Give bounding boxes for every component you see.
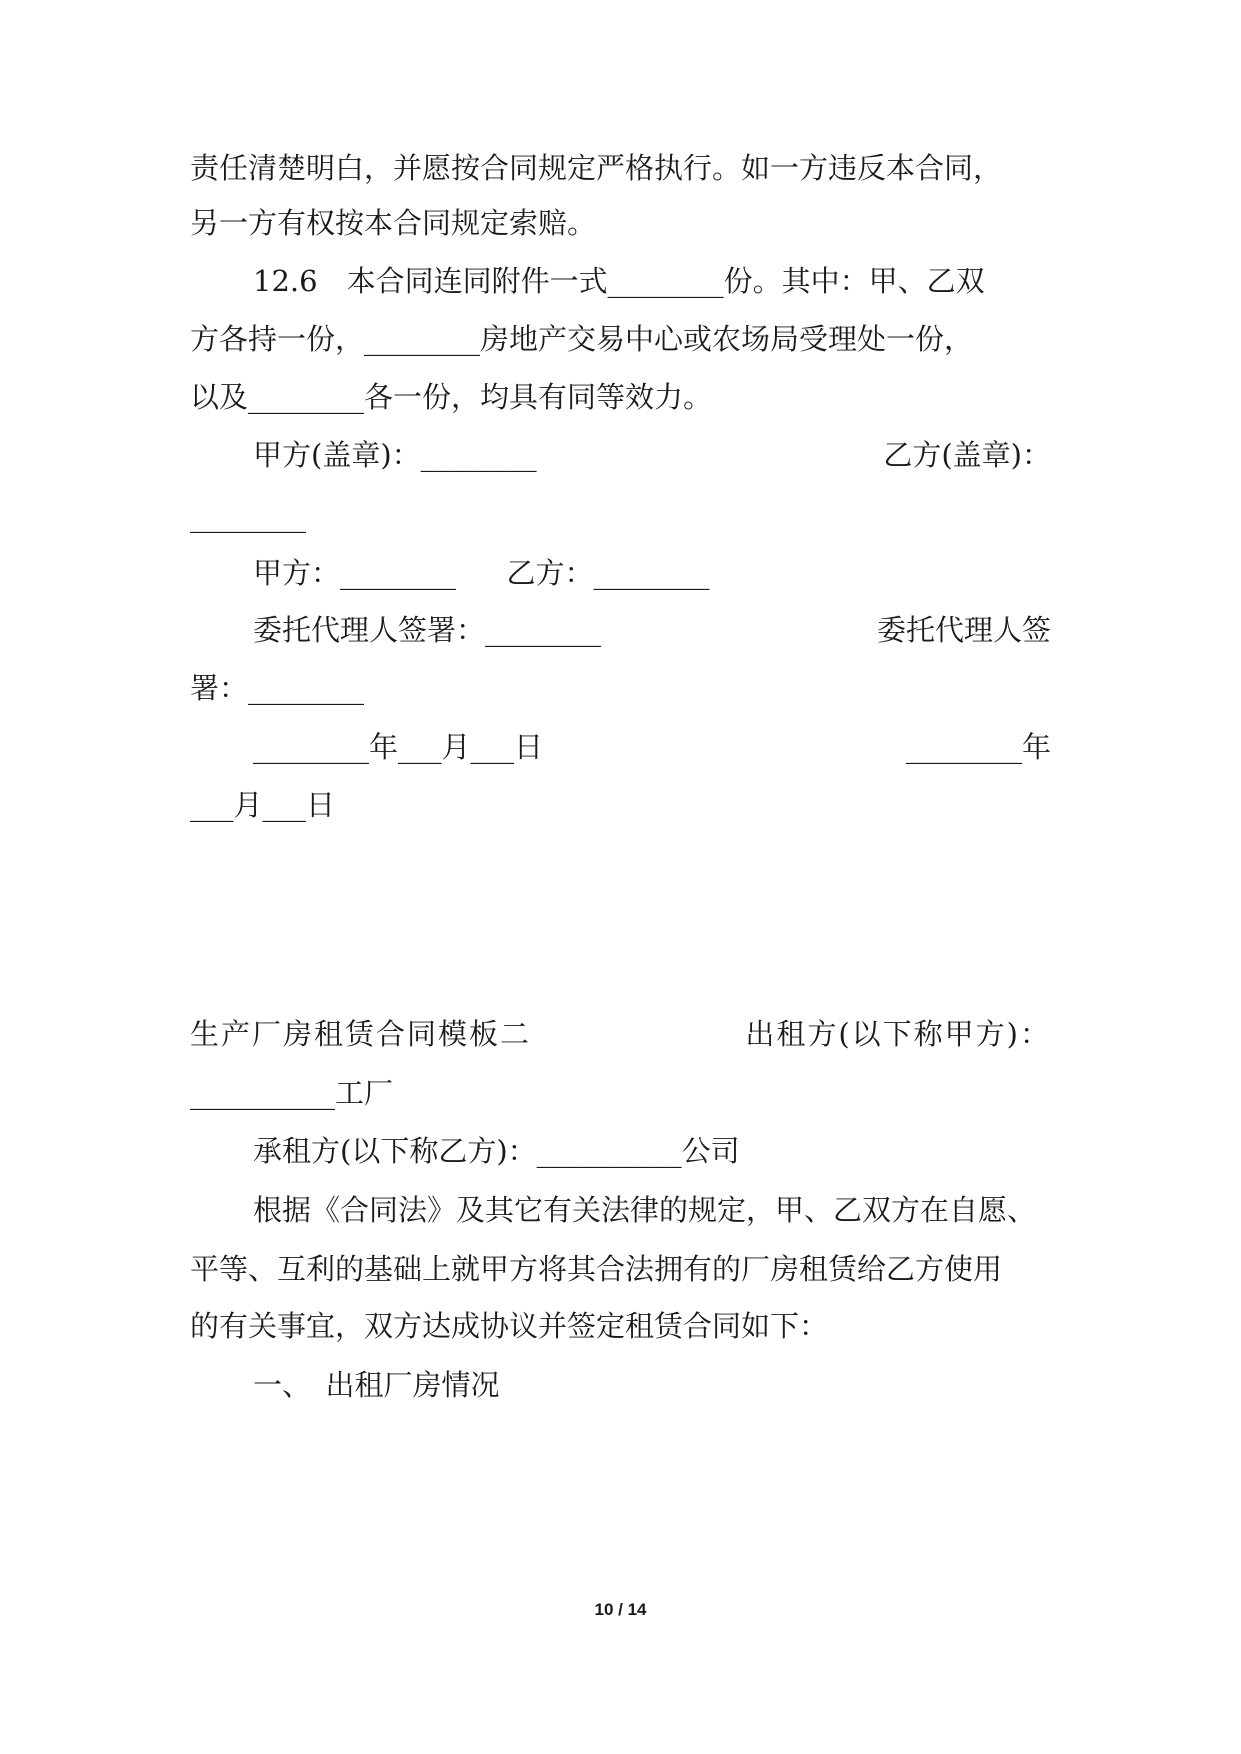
party-a-agent-signature: 委托代理人签署：________ [253, 613, 602, 647]
party-b-agent-signature-cont: 署：________ [190, 671, 365, 705]
page-number: 10 / 14 [594, 1600, 647, 1619]
preamble-line: 根据《合同法》及其它有关法律的规定，甲、乙双方在自愿、 [253, 1193, 1037, 1227]
party-a-seal-label: 甲方(盖章)：________ [253, 438, 537, 472]
party-b-label: 乙方：________ [506, 556, 710, 590]
party-a-date: ________年___月___日 [253, 730, 544, 764]
lessor-blank: __________工厂 [190, 1076, 394, 1110]
lessee-label: 承租方(以下称乙方)：__________公司 [253, 1134, 740, 1168]
preamble-line: 平等、互利的基础上就甲方将其合法拥有的厂房租赁给乙方使用 [190, 1252, 1003, 1286]
party-b-agent-signature: 委托代理人签 [876, 613, 1051, 647]
heading-leased-factory: 一、 出租厂房情况 [253, 1368, 500, 1402]
paragraph-line: 责任清楚明白，并愿按合同规定严格执行。如一方违反本合同， [190, 151, 1003, 185]
section-title: 生产厂房租赁合同模板二 [190, 1017, 532, 1051]
preamble-line: 的有关事宜，双方达成协议并签定租赁合同如下： [190, 1309, 829, 1343]
party-b-date: ________年 [905, 730, 1051, 764]
agent-line [253, 610, 1051, 650]
section2-title-line [190, 1014, 1051, 1054]
party-b-date-cont: ___月___日 [190, 788, 336, 822]
paragraph-line: 另一方有权按本合同规定索赔。 [190, 206, 597, 240]
clause-12-6-line: 方各持一份，________房地产交易中心或农场局受理处一份， [190, 322, 974, 356]
party-b-seal-blank: ________ [190, 499, 306, 533]
clause-12-6-line: 以及________各一份，均具有同等效力。 [190, 380, 713, 414]
lessor-label: 出租方(以下称甲方)： [745, 1017, 1051, 1051]
date-line [253, 727, 1051, 767]
party-a-label: 甲方：________ [253, 556, 457, 590]
clause-12-6-line: 12.6 本合同连同附件一式________份。其中：甲、乙双 [253, 264, 985, 298]
seal-line [253, 435, 1051, 475]
party-b-seal-label: 乙方(盖章)： [883, 438, 1051, 472]
party-line [253, 553, 1051, 593]
